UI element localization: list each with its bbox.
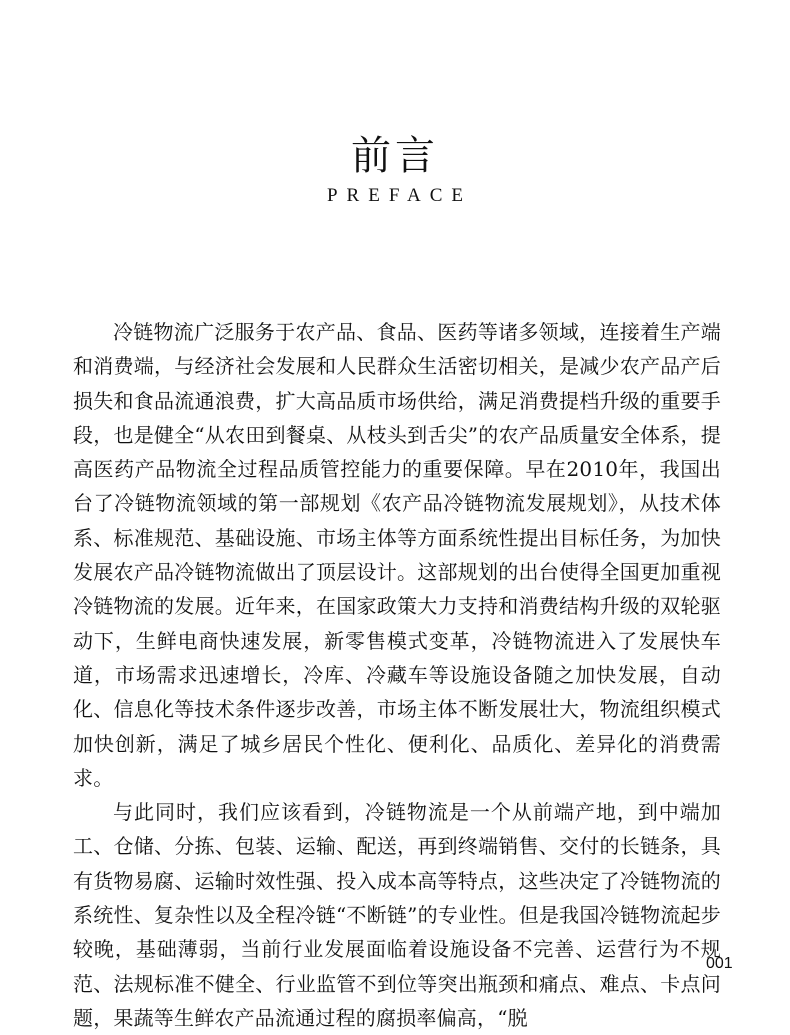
body-text: [73, 315, 721, 1035]
page-title: 前言: [351, 133, 439, 179]
paragraph: 冷链物流广泛服务于农产品、食品、医药等诸多领域，连接着生产端和消费端，与经济社会发展和人民群众生活密切相关，是减少农产品产后损失和食品流通浪费，扩大高品质市场供给，满足消费提档升级的重要手段，也是健全“从农田到餐桌、从枝头到舌尖”的农产品质量安全体系，提高医药产品物流全过程品质管控能力的重要保障。早在2010年，我国出台了冷链物流领域的第一部规划《农产品冷链物流发展规划》，从技术体系、标准规范、基础设施、市场主体等方面系统性提出目标任务，为加快发展农产品冷链物流做出了顶层设计。这部规划的出台使得全国更加重视冷链物流的发展。近年来，在国家政策大力支持和消费结构升级的双轮驱动下，生鲜电商快速发展，新零售模式变革，冷链物流进入了发展快车道，市场需求迅速增长，冷库、冷藏车等设施设备随之加快发展，自动化、信息化等技术条件逐步改善，市场主体不断发展壮大，物流组织模式加快创新，满足了城乡居民个性化、便利化、品质化、差异化的消费需求。: [73, 320, 721, 790]
paragraph: 与此同时，我们应该看到，冷链物流是一个从前端产地，到中端加工、仓储、分拣、包装、运输、配送，再到终端销售、交付的长链条，具有货物易腐、运输时效性强、投入成本高等特点，这些决定了冷链物流的系统性、复杂性以及全程冷链“不断链”的专业性。但是我国冷链物流起步较晚，基础薄弱，当前行业发展面临着设施设备不完善、运营行为不规范、法规标准不健全、行业监管不到位等突出瓶颈和痛点、难点、卡点问题，果蔬等生鲜农产品流通过程的腐损率偏高，“脱: [73, 800, 721, 1030]
page-number: 001: [706, 955, 733, 972]
page-subtitle: PREFACE: [326, 185, 472, 206]
